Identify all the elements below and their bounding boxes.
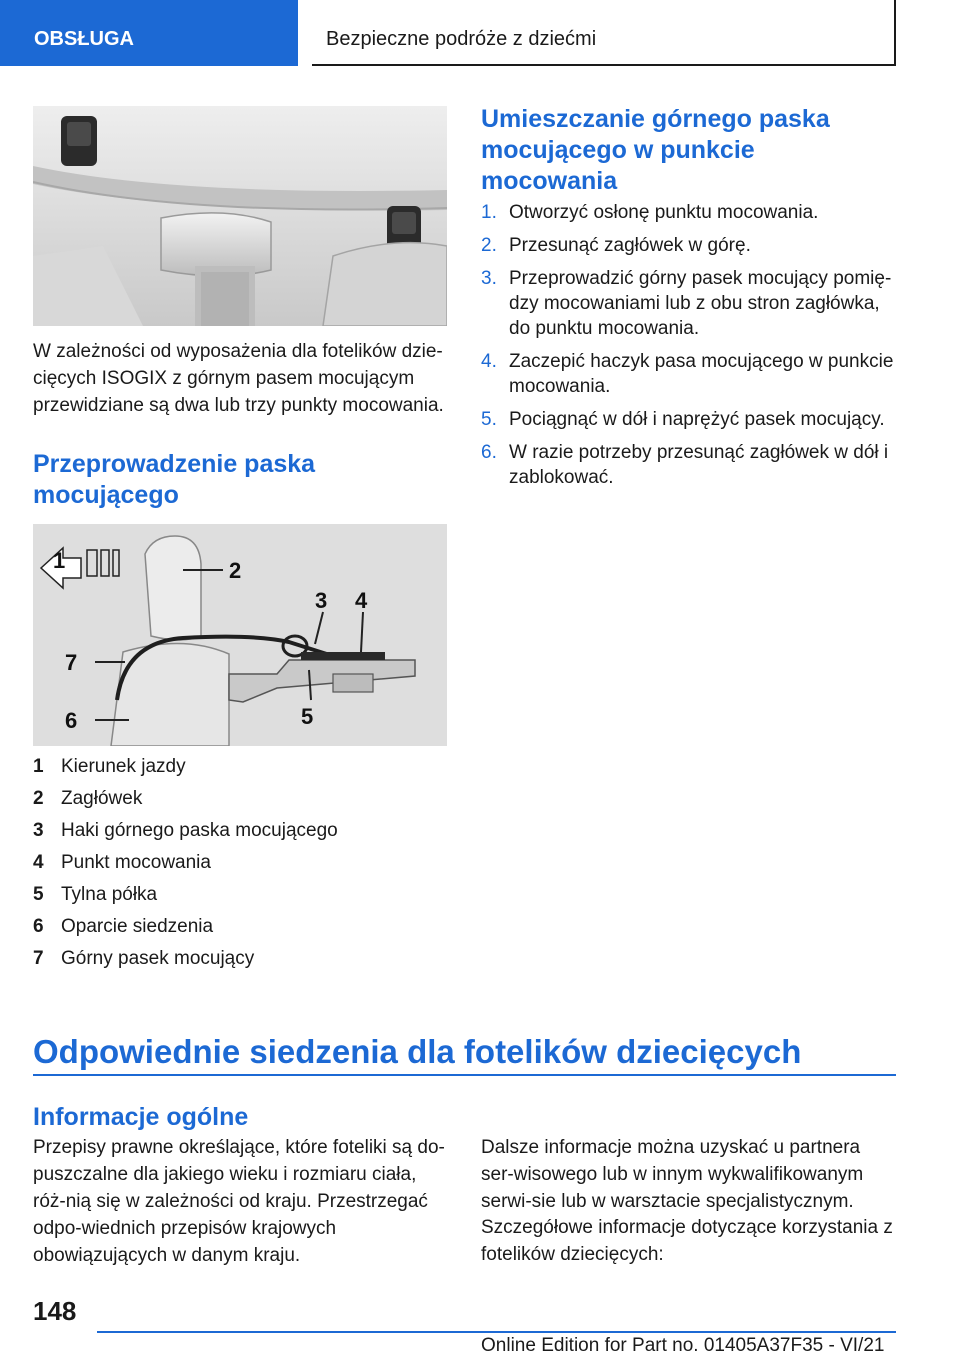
- legend-text: Zagłówek: [61, 788, 143, 809]
- chapter-title: Bezpieczne podróże z dziećmi: [312, 0, 896, 66]
- legend-item: [33, 820, 447, 852]
- step-number: 1.: [481, 202, 497, 223]
- section-divider: [33, 1074, 896, 1076]
- further-info-text: Dalsze informacje można uzyskać u partnera ser-wisowego lub w innym wykwalifikowanym serwi-sie lub w warsztacie specjalistycznym.: [481, 1137, 864, 1212]
- legend-text: Punkt mocowania: [61, 852, 211, 873]
- legend-item: [33, 916, 447, 948]
- callout-4: 4: [355, 588, 368, 613]
- legend-item: [33, 788, 447, 820]
- step-item: [481, 440, 895, 490]
- step-number: 5.: [481, 409, 497, 430]
- callout-7: 7: [65, 650, 78, 675]
- legend-text: Tylna półka: [61, 884, 158, 905]
- legend-item: [33, 884, 447, 916]
- section-tab: OBSŁUGA: [0, 0, 298, 66]
- legend-item: [33, 852, 447, 884]
- page-header: [0, 0, 960, 66]
- callout-3: 3: [315, 588, 328, 613]
- detail-info-text: Szczegółowe informacje dotyczące korzystania z fotelików dziecięcych:: [481, 1217, 893, 1265]
- step-item: [481, 266, 895, 341]
- legend-text: Oparcie siedzenia: [61, 916, 214, 937]
- step-item: [481, 200, 895, 225]
- legend-text: Kierunek jazdy: [61, 756, 186, 777]
- general-info-text: Przepisy prawne określające, które foteliki są do-puszczalne dla jakiego wieku i rozmiaru ciała, róż-nią się w zależności od kraju. Przestrzegać odpo-wiednich przepisów krajowych obowiązujących w danym kraju.: [33, 1137, 445, 1266]
- step-item: [481, 407, 895, 432]
- step-item: [481, 349, 895, 399]
- legend-text: Haki górnego paska mocującego: [61, 820, 338, 841]
- legend-number: 6: [33, 916, 44, 937]
- anchorage-photo-illustration: [33, 106, 447, 326]
- callout-6: 6: [65, 708, 78, 733]
- step-text: Przeprowadzić górny pasek mocujący pomię-dzy mocowaniami lub z obu stron zagłówka, do punktu mocowania.: [509, 268, 892, 339]
- legend-number: 5: [33, 884, 44, 905]
- callout-1: 1: [53, 548, 66, 573]
- heading-general-info: Informacje ogólne: [33, 1103, 249, 1131]
- legend-number: 3: [33, 820, 44, 841]
- step-text: Zaczepić haczyk pasa mocującego w punkcie mocowania.: [509, 351, 894, 397]
- placement-steps: [481, 200, 895, 498]
- anchorage-photo: [33, 106, 447, 326]
- step-text: Pociągnąć w dół i naprężyć pasek mocujący.: [509, 409, 885, 430]
- step-text: W razie potrzeby przesunąć zagłówek w dół i zablokować.: [509, 442, 889, 488]
- legend-number: 2: [33, 788, 44, 809]
- strap-diagram: [33, 524, 447, 746]
- photo-caption: W zależności od wyposażenia dla fotelików dzie-cięcych ISOGIX z górnym pasem mocującym przewidziane są dwa lub trzy punkty mocowania.: [33, 341, 444, 416]
- edition-note: Online Edition for Part no. 01405A37F35 - VI/21: [481, 1335, 885, 1356]
- step-item: [481, 233, 895, 258]
- step-text: Przesunąć zagłówek w górę.: [509, 235, 751, 256]
- step-number: 4.: [481, 351, 497, 372]
- diagram-legend: [33, 756, 447, 980]
- strap-diagram-illustration: [33, 524, 447, 746]
- heading-strap-routing: Przeprowadzenie paska mocującego: [33, 450, 316, 509]
- step-number: 2.: [481, 235, 497, 256]
- legend-text: Górny pasek mocujący: [61, 948, 255, 969]
- section-title: Odpowiednie siedzenia dla fotelików dziecięcych: [33, 1033, 802, 1070]
- legend-number: 4: [33, 852, 44, 873]
- step-number: 6.: [481, 442, 497, 463]
- heading-strap-placement: Umieszczanie górnego paska mocującego w punkcie mocowania: [481, 105, 830, 195]
- legend-item: [33, 756, 447, 788]
- page-number: 148: [33, 1296, 77, 1326]
- step-number: 3.: [481, 268, 497, 289]
- callout-5: 5: [301, 704, 314, 729]
- callout-2: 2: [229, 558, 242, 583]
- step-text: Otworzyć osłonę punktu mocowania.: [509, 202, 819, 223]
- footer-divider: [97, 1331, 896, 1333]
- legend-item: [33, 948, 447, 980]
- legend-number: 7: [33, 948, 44, 969]
- legend-number: 1: [33, 756, 44, 777]
